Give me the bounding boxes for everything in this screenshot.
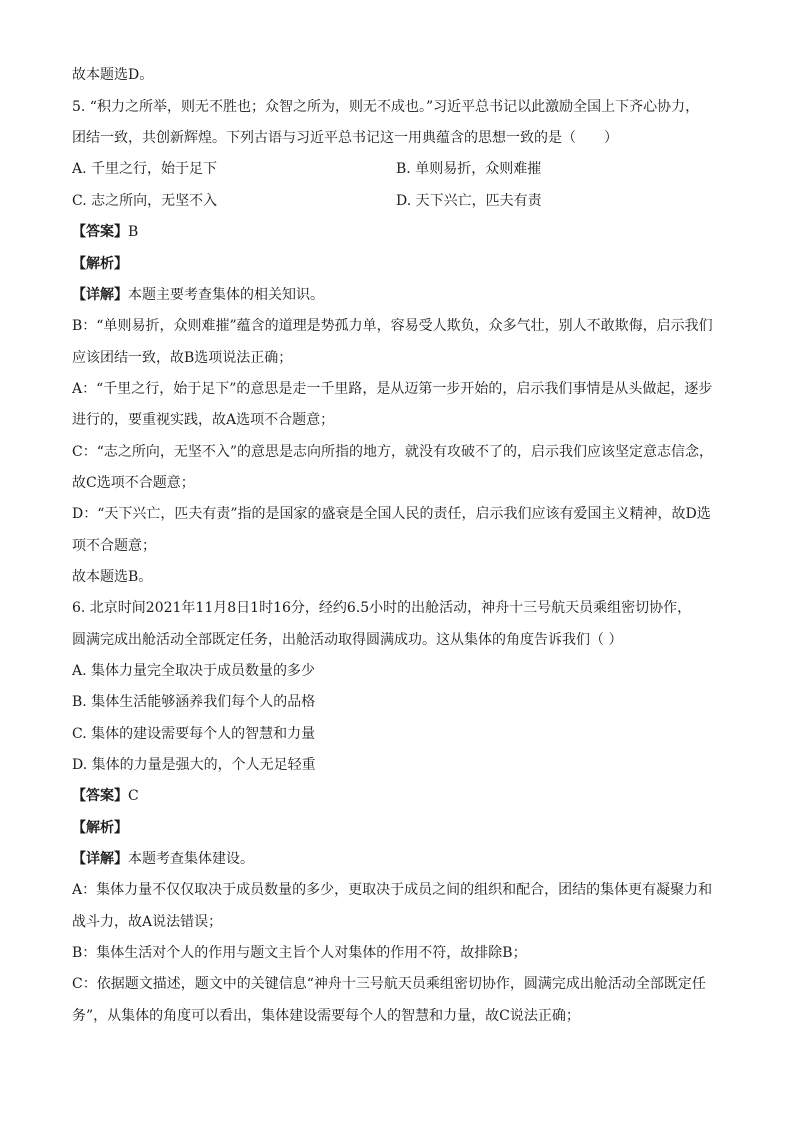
q6-analysis-line: C：依据题文描述，题文中的关键信息“神舟十三号航天员乘组密切协作，圆满完成出舱活动全部既定任: [72, 976, 706, 992]
q6-option-b: B. 集体生活能够涵养我们每个人的品格: [72, 694, 316, 710]
q6-analysis-line: B：集体生活对个人的作用与题文主旨个人对集体的作用不符，故排除B；: [72, 945, 527, 961]
q6-answer: [72, 786, 139, 806]
q6-option-d: D. 集体的力量是强大的，个人无足轻重: [72, 757, 316, 773]
q6-detail: [72, 849, 254, 869]
q5-analysis-line: 故C选项不合题意；: [72, 475, 195, 491]
q6-answer-tag: 【答案】: [72, 788, 128, 804]
q5-analysis-line: B：“单则易折，众则难摧”蕴含的道理是势孤力单，容易受人欺负，众多气壮，别人不敢欺侮，启示我们: [72, 318, 713, 334]
q5-option-b: B. 单则易折，众则难摧: [396, 161, 542, 177]
q5-analysis-line: 项不合题意；: [72, 538, 156, 554]
q6-analysis-line: A：集体力量不仅仅取决于成员数量的多少，更取决于成员之间的组织和配合，团结的集体更有凝聚力和: [72, 882, 713, 898]
q5-answer: [72, 222, 138, 242]
q5-analysis-tag: 【解析】: [72, 256, 128, 272]
q5-option-d: D. 天下兴亡，匹夫有责: [396, 193, 542, 209]
q5-analysis-line: D：“天下兴亡，匹夫有责”指的是国家的盛衰是全国人民的责任，启示我们应该有爱国主义精神，故D选: [72, 506, 711, 522]
q5-analysis-line: C：“志之所向，无坚不入”的意思是志向所指的地方，就没有攻破不了的，启示我们应该坚定意志信念，: [72, 444, 714, 460]
q6-detail-intro: 本题考查集体建设。: [128, 851, 254, 867]
q5-analysis-line: A：“千里之行，始于足下”的意思是走一千里路，是从迈第一步开始的，启示我们事情是从头做起，逐步: [72, 381, 713, 397]
q6-analysis-line: 务”，从集体的角度可以看出，集体建设需要每个人的智慧和力量，故C说法正确；: [72, 1008, 580, 1024]
q6-answer-value: C: [128, 788, 139, 804]
q5-option-c: C. 志之所向，无坚不入: [72, 193, 218, 209]
q5-stem-line-1: 5. “积力之所举，则无不胜也；众智之所为，则无不成也。”习近平总书记以此激励全国上下齐心协力，: [72, 99, 700, 115]
q5-detail-tag: 【详解】: [72, 287, 128, 303]
q5-detail-intro: 本题主要考查集体的相关知识。: [128, 287, 324, 303]
q6-analysis-line: 战斗力，故A说法错误；: [72, 914, 223, 930]
q5-analysis-line: 应该团结一致，故B选项说法正确；: [72, 350, 293, 366]
q6-detail-tag: 【详解】: [72, 851, 128, 867]
q6-stem-line-2: 圆满完成出舱活动全部既定任务，出舱活动取得圆满成功。这从集体的角度告诉我们（ ）: [72, 632, 623, 648]
q5-option-a: A. 千里之行，始于足下: [72, 161, 218, 177]
q6-analysis-tag: 【解析】: [72, 820, 128, 836]
q5-answer-value: B: [128, 224, 139, 240]
q6-option-c: C. 集体的建设需要每个人的智慧和力量: [72, 726, 316, 742]
q5-stem-line-2: 团结一致，共创新辉煌。下列古语与习近平总书记这一用典蕴含的思想一致的是（ ）: [72, 130, 618, 146]
q5-conclusion: 故本题选B。: [72, 569, 153, 585]
q5-detail: [72, 285, 324, 305]
q4-conclusion: 故本题选D。: [72, 67, 154, 83]
q5-analysis-line: 进行的，要重视实践，故A选项不合题意；: [72, 412, 335, 428]
q6-option-a: A. 集体力量完全取决于成员数量的多少: [72, 663, 316, 679]
q6-stem-line-1: 6. 北京时间2021年11月8日1时16分，经约6.5小时的出舱活动，神舟十三号航天员乘组密切协作，: [72, 600, 692, 616]
q5-answer-tag: 【答案】: [72, 224, 128, 240]
